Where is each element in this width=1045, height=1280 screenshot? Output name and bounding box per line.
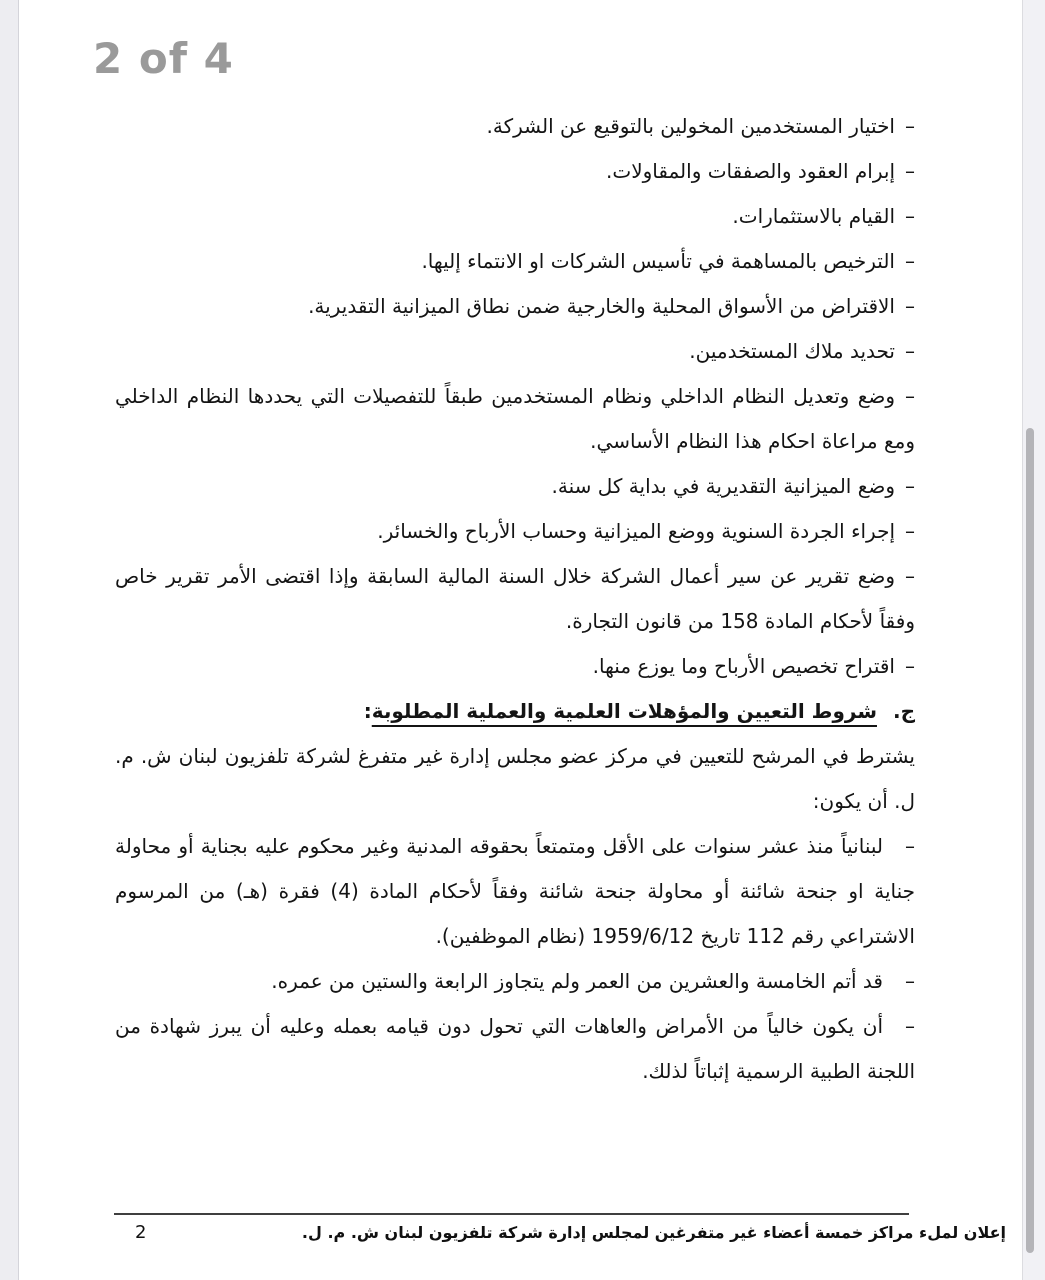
list-item [115,194,915,239]
document-page [19,0,1022,1280]
footer-title: إعلان لملء مراكز خمسة أعضاء غير متفرغين لمجلس إدارة شركة تلفزيون لبنان ش. م. ل. [301,1223,1006,1242]
bullet-dash: – [905,339,915,363]
item-text: لبنانياً منذ عشر سنوات على الأقل ومتمتعاً بحقوقه المدنية وغير محكوم عليه بجناية أو محاولة جناية او جنحة شائنة أو محاولة جنحة شائنة وفقاً لأحكام المادة (4) فقرة (هـ) من المرسوم الاشتراعي رقم 112 تاريخ 1959/6/12 (نظام الموظفين). [115,834,915,948]
list-item [115,644,915,689]
bullet-dash: – [905,564,915,588]
item-text: الاقتراض من الأسواق المحلية والخارجية ضمن نطاق الميزانية التقديرية. [308,294,895,318]
item-text: إجراء الجردة السنوية ووضع الميزانية وحساب الأرباح والخسائر. [377,519,895,543]
bullet-dash: – [905,159,915,183]
scrollbar-track[interactable] [1022,0,1045,1280]
item-text: أن يكون خالياً من الأمراض والعاهات التي تحول دون قيامه بعمله وعليه أن يبرز شهادة من اللجنة الطبية الرسمية إثباتاً لذلك. [115,1014,915,1083]
section-colon: : [363,699,372,723]
bullet-dash: – [905,294,915,318]
item-text: اختيار المستخدمين المخولين بالتوقيع عن الشركة. [486,114,895,138]
bullet-dash: – [905,1014,915,1038]
section-title: شروط التعيين والمؤهلات العلمية والعملية المطلوبة [371,699,877,723]
list-item [115,329,915,374]
section-intro: يشترط في المرشح للتعيين في مركز عضو مجلس إدارة غير متفرغ لشركة تلفزيون لبنان ش. م. ل. أن يكون: [115,744,915,813]
list-item [115,464,915,509]
scrollbar-thumb[interactable] [1026,428,1034,1253]
section-header [115,689,915,734]
page-indicator: 2 of 4 [93,34,234,83]
bullet-dash: – [905,204,915,228]
bullet-dash: – [905,114,915,138]
left-gutter [0,0,19,1280]
item-text: وضع وتعديل النظام الداخلي ونظام المستخدمين طبقاً للتفصيلات التي يحددها النظام الداخلي ومع مراعاة احكام هذا النظام الأساسي. [115,384,915,453]
document-body [115,104,915,1094]
list-item [115,1004,915,1094]
duties-list [115,104,915,689]
list-item [115,149,915,194]
item-text: إبرام العقود والصفقات والمقاولات. [606,159,895,183]
bullet-dash: – [905,249,915,273]
conditions-list [115,824,915,1094]
list-item [115,959,915,1004]
footer-page-number: 2 [135,1222,147,1243]
bullet-dash: – [905,384,915,408]
list-item [115,239,915,284]
list-item [115,104,915,149]
section-letter: ج. [892,699,915,723]
item-text: تحديد ملاك المستخدمين. [689,339,895,363]
bullet-dash: – [905,834,915,858]
item-text: القيام بالاستثمارات. [732,204,895,228]
item-text: قد أتم الخامسة والعشرين من العمر ولم يتجاوز الرابعة والستين من عمره. [271,969,883,993]
list-item [115,284,915,329]
list-item [115,824,915,959]
bullet-dash: – [905,474,915,498]
bullet-dash: – [905,519,915,543]
item-text: وضع الميزانية التقديرية في بداية كل سنة. [551,474,895,498]
bullet-dash: – [905,969,915,993]
footer-divider [114,1213,909,1215]
item-text: وضع تقرير عن سير أعمال الشركة خلال السنة المالية السابقة وإذا اقتضى الأمر تقرير خاص وفقاً لأحكام المادة 158 من قانون التجارة. [115,564,915,633]
list-item [115,554,915,644]
list-item [115,509,915,554]
item-text: الترخيص بالمساهمة في تأسيس الشركات او الانتماء إليها. [421,249,895,273]
bullet-dash: – [905,654,915,678]
item-text: اقتراح تخصيص الأرباح وما يوزع منها. [592,654,895,678]
list-item [115,374,915,464]
